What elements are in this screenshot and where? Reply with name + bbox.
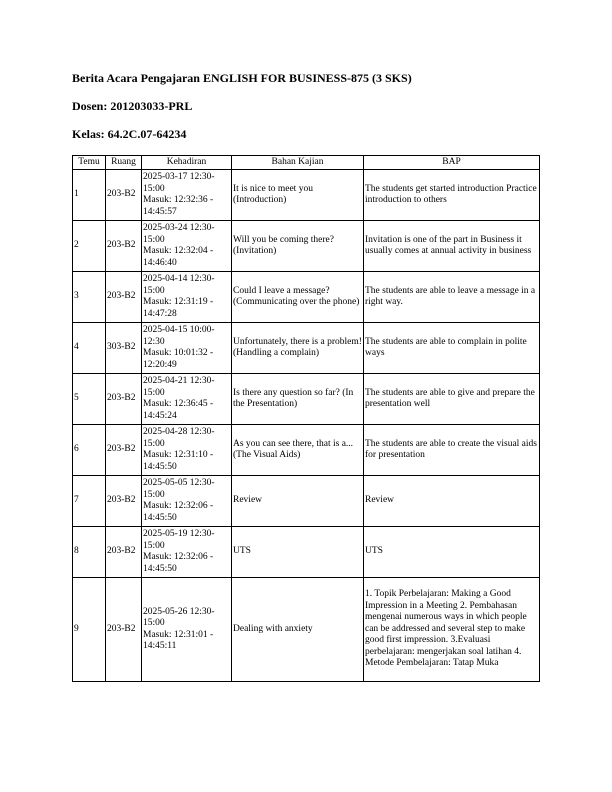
cell-bahan-kajian: Review <box>232 476 364 527</box>
cell-temu: 8 <box>73 527 106 578</box>
kehadiran-schedule: 2025-04-28 12:30-15:00 <box>143 427 215 449</box>
table-row <box>73 170 540 221</box>
cell-ruang: 303-B2 <box>106 323 142 374</box>
table-row <box>73 374 540 425</box>
cell-temu: 6 <box>73 425 106 476</box>
kehadiran-schedule: 2025-03-17 12:30-15:00 <box>143 172 215 194</box>
cell-ruang: 203-B2 <box>106 578 142 682</box>
kelas-label: Kelas: 64.2C.07-64234 <box>72 127 187 141</box>
cell-kehadiran <box>142 578 232 682</box>
cell-ruang: 203-B2 <box>106 170 142 221</box>
cell-ruang: 203-B2 <box>106 527 142 578</box>
table-row <box>73 578 540 682</box>
kehadiran-checkin: Masuk: 12:31:01 - 14:45:11 <box>143 629 214 651</box>
table-row <box>73 323 540 374</box>
cell-bahan-kajian: It is nice to meet you (Introduction) <box>232 170 364 221</box>
cell-bahan-kajian: Dealing with anxiety <box>232 578 364 682</box>
cell-bap: The students are able to give and prepare the presentation well <box>364 374 540 425</box>
kehadiran-schedule: 2025-04-21 12:30-15:00 <box>143 376 215 398</box>
cell-kehadiran <box>142 425 232 476</box>
cell-ruang: 203-B2 <box>106 374 142 425</box>
column-header-bap: BAP <box>364 156 540 170</box>
cell-bap: Invitation is one of the part in Business it usually comes at annual activity in business <box>364 221 540 272</box>
column-header-kehadiran: Kehadiran <box>142 156 232 170</box>
kehadiran-schedule: 2025-04-15 10:00-12:30 <box>143 325 215 347</box>
cell-bahan-kajian: Unfortunately, there is a problem! (Handling a complain) <box>232 323 364 374</box>
cell-temu: 7 <box>73 476 106 527</box>
cell-ruang: 203-B2 <box>106 272 142 323</box>
table-row <box>73 527 540 578</box>
cell-bap: The students get started introduction Practice introduction to others <box>364 170 540 221</box>
table-row <box>73 425 540 476</box>
cell-kehadiran <box>142 527 232 578</box>
cell-kehadiran <box>142 272 232 323</box>
cell-bap: UTS <box>364 527 540 578</box>
cell-bahan-kajian: Could I leave a message? (Communicating over the phone) <box>232 272 364 323</box>
cell-temu: 9 <box>73 578 106 682</box>
cell-bap: 1. Topik Perbelajaran: Making a Good Impression in a Meeting 2. Pembahasan mengenai numerous ways in which people can be addressed and several step to make good first impression. 3.Evaluasi perbelajaran: mengerjakan soal latihan 4. Metode Pembelajaran: Tatap Muka <box>364 578 540 682</box>
kehadiran-schedule: 2025-05-26 12:30-15:00 <box>143 606 215 628</box>
cell-bap: The students are able to complain in polite ways <box>364 323 540 374</box>
cell-bahan-kajian: As you can see there, that is a... (The Visual Aids) <box>232 425 364 476</box>
kehadiran-schedule: 2025-05-05 12:30-15:00 <box>143 478 215 500</box>
table-row <box>73 221 540 272</box>
cell-bap: Review <box>364 476 540 527</box>
cell-bap: The students are able to create the visual aids for presentation <box>364 425 540 476</box>
cell-ruang: 203-B2 <box>106 221 142 272</box>
cell-temu: 5 <box>73 374 106 425</box>
bap-table <box>72 155 540 682</box>
column-header-temu: Temu <box>73 156 106 170</box>
cell-temu: 3 <box>73 272 106 323</box>
kehadiran-schedule: 2025-03-24 12:30-15:00 <box>143 223 215 245</box>
cell-temu: 2 <box>73 221 106 272</box>
cell-kehadiran <box>142 476 232 527</box>
cell-ruang: 203-B2 <box>106 476 142 527</box>
dosen-label: Dosen: 201203033-PRL <box>72 99 193 113</box>
kehadiran-checkin: Masuk: 12:32:36 - 14:45:57 <box>143 195 214 217</box>
cell-bahan-kajian: Is there any question so far? (In the Presentation) <box>232 374 364 425</box>
table-row <box>73 272 540 323</box>
cell-kehadiran <box>142 323 232 374</box>
cell-kehadiran <box>142 374 232 425</box>
table-row <box>73 476 540 527</box>
cell-bap: The students are able to leave a message in a right way. <box>364 272 540 323</box>
cell-ruang: 203-B2 <box>106 425 142 476</box>
kehadiran-checkin: Masuk: 12:32:04 - 14:46:40 <box>143 246 214 268</box>
kehadiran-schedule: 2025-04-14 12:30-15:00 <box>143 274 215 296</box>
column-header-bahan-kajian: Bahan Kajian <box>232 156 364 170</box>
kehadiran-checkin: Masuk: 12:31:19 - 14:47:28 <box>143 297 214 319</box>
cell-bahan-kajian: Will you be coming there? (Invitation) <box>232 221 364 272</box>
cell-temu: 1 <box>73 170 106 221</box>
cell-kehadiran <box>142 170 232 221</box>
kehadiran-checkin: Masuk: 12:36:45 - 14:45:24 <box>143 399 214 421</box>
kehadiran-checkin: Masuk: 10:01:32 - 12:20:49 <box>143 348 214 370</box>
column-header-ruang: Ruang <box>106 156 142 170</box>
cell-kehadiran <box>142 221 232 272</box>
page-title: Berita Acara Pengajaran ENGLISH FOR BUSINESS-875 (3 SKS) <box>72 71 412 85</box>
kehadiran-schedule: 2025-05-19 12:30-15:00 <box>143 529 215 551</box>
kehadiran-checkin: Masuk: 12:31:10 - 14:45:50 <box>143 450 214 472</box>
cell-bahan-kajian: UTS <box>232 527 364 578</box>
cell-temu: 4 <box>73 323 106 374</box>
kehadiran-checkin: Masuk: 12:32:06 - 14:45:50 <box>143 501 214 523</box>
table-header-row <box>73 156 540 170</box>
kehadiran-checkin: Masuk: 12:32:06 - 14:45:50 <box>143 552 214 574</box>
